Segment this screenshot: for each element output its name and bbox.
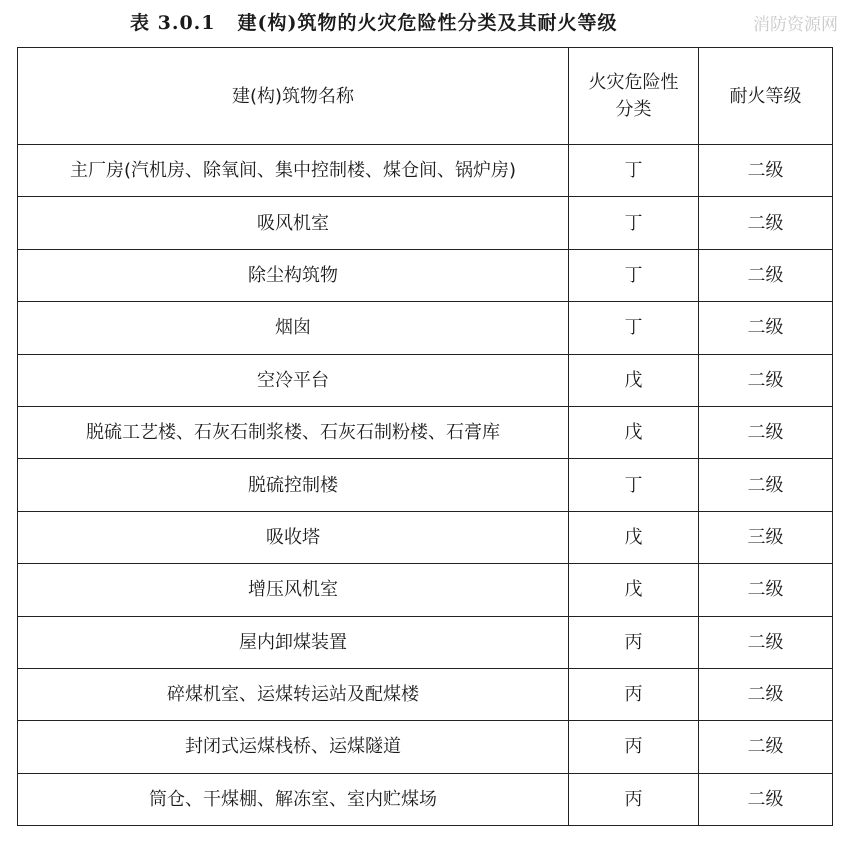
table-row <box>18 721 833 773</box>
hazard-class-cell: 丁 <box>569 197 699 249</box>
table-row <box>18 459 833 511</box>
building-name-cell: 除尘构筑物 <box>18 249 569 301</box>
fire-grade-cell: 二级 <box>699 406 833 458</box>
table-header-row <box>18 48 833 145</box>
fire-grade-cell: 二级 <box>699 721 833 773</box>
table-title <box>130 8 618 35</box>
building-name-cell: 主厂房(汽机房、除氧间、集中控制楼、煤仓间、锅炉房) <box>18 145 569 197</box>
header-hazard-line2: 分类 <box>615 99 652 120</box>
building-name-cell: 碎煤机室、运煤转运站及配煤楼 <box>18 668 569 720</box>
fire-grade-cell: 二级 <box>699 197 833 249</box>
fire-grade-cell: 二级 <box>699 616 833 668</box>
hazard-class-cell: 戊 <box>569 511 699 563</box>
fire-grade-cell: 二级 <box>699 249 833 301</box>
hazard-class-cell: 戊 <box>569 354 699 406</box>
building-name-cell: 吸风机室 <box>18 197 569 249</box>
building-name-cell: 空冷平台 <box>18 354 569 406</box>
fire-grade-cell: 三级 <box>699 511 833 563</box>
building-name-cell: 筒仓、干煤棚、解冻室、室内贮煤场 <box>18 773 569 825</box>
hazard-class-cell: 丙 <box>569 616 699 668</box>
hazard-class-cell: 丁 <box>569 302 699 354</box>
table-row <box>18 773 833 825</box>
watermark-text: 消防资源网 <box>753 15 838 35</box>
hazard-class-cell: 丁 <box>569 249 699 301</box>
fire-grade-cell: 二级 <box>699 354 833 406</box>
table-row <box>18 668 833 720</box>
table-row <box>18 249 833 301</box>
header-hazard-line1: 火灾危险性 <box>588 72 679 93</box>
table-number: 表 3.0.1 <box>130 12 216 34</box>
fire-grade-cell: 二级 <box>699 773 833 825</box>
fire-classification-table <box>17 47 833 826</box>
fire-grade-cell: 二级 <box>699 668 833 720</box>
building-name-cell: 封闭式运煤栈桥、运煤隧道 <box>18 721 569 773</box>
building-name-cell: 烟囱 <box>18 302 569 354</box>
table-row <box>18 564 833 616</box>
title-bar <box>0 0 852 46</box>
table-title-text: 建(构)筑物的火灾危险性分类及其耐火等级 <box>237 12 618 34</box>
building-name-cell: 屋内卸煤装置 <box>18 616 569 668</box>
table-row <box>18 302 833 354</box>
table-row <box>18 197 833 249</box>
hazard-class-cell: 丙 <box>569 721 699 773</box>
fire-grade-cell: 二级 <box>699 145 833 197</box>
hazard-class-cell: 丙 <box>569 773 699 825</box>
building-name-cell: 脱硫工艺楼、石灰石制浆楼、石灰石制粉楼、石膏库 <box>18 406 569 458</box>
hazard-class-cell: 丁 <box>569 145 699 197</box>
hazard-class-cell: 戊 <box>569 564 699 616</box>
building-name-cell: 吸收塔 <box>18 511 569 563</box>
table-row <box>18 354 833 406</box>
fire-grade-cell: 二级 <box>699 564 833 616</box>
table-row <box>18 406 833 458</box>
table-body <box>18 145 833 826</box>
fire-grade-cell: 二级 <box>699 459 833 511</box>
building-name-cell: 增压风机室 <box>18 564 569 616</box>
hazard-class-cell: 丙 <box>569 668 699 720</box>
hazard-class-cell: 戊 <box>569 406 699 458</box>
hazard-class-cell: 丁 <box>569 459 699 511</box>
header-building-name: 建(构)筑物名称 <box>18 48 569 145</box>
header-hazard-class <box>569 48 699 145</box>
table-row <box>18 511 833 563</box>
table-row <box>18 616 833 668</box>
building-name-cell: 脱硫控制楼 <box>18 459 569 511</box>
header-fire-resistance-grade: 耐火等级 <box>699 48 833 145</box>
table-row <box>18 145 833 197</box>
fire-grade-cell: 二级 <box>699 302 833 354</box>
